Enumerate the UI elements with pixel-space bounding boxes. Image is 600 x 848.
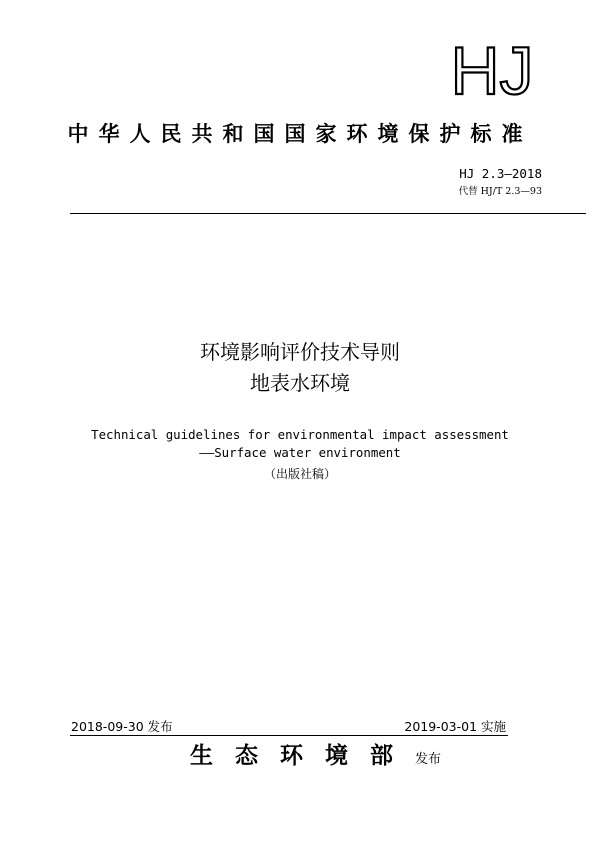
hj-logo-mark [436, 38, 548, 100]
chinese-title-line-1: 环境影响评价技术导则 [200, 340, 400, 364]
replaces-standard: 代替 HJ/T 2.3—93 [458, 186, 542, 197]
publisher-line [190, 737, 441, 770]
english-title-line-2: ——Surface water environment [199, 445, 401, 460]
issue-date: 2018-09-30 发布 [71, 719, 173, 734]
hj-logo-text: HJ [450, 38, 534, 100]
footer-divider [70, 735, 508, 736]
english-title-line-1: Technical guidelines for environmental impact assessment [91, 427, 509, 442]
standard-code: HJ 2.3—2018 [459, 166, 542, 181]
chinese-title-line-2: 地表水环境 [250, 371, 350, 395]
hj-logo [436, 38, 548, 100]
header-divider [70, 213, 586, 214]
implementation-date: 2019-03-01 实施 [404, 719, 506, 734]
draft-note: （出版社稿） [263, 467, 336, 481]
publisher-name: 生态环境部 [190, 743, 415, 769]
publish-suffix: 发布 [415, 752, 442, 767]
org-title: 中华人民共和国国家环境保护标准 [67, 122, 533, 146]
